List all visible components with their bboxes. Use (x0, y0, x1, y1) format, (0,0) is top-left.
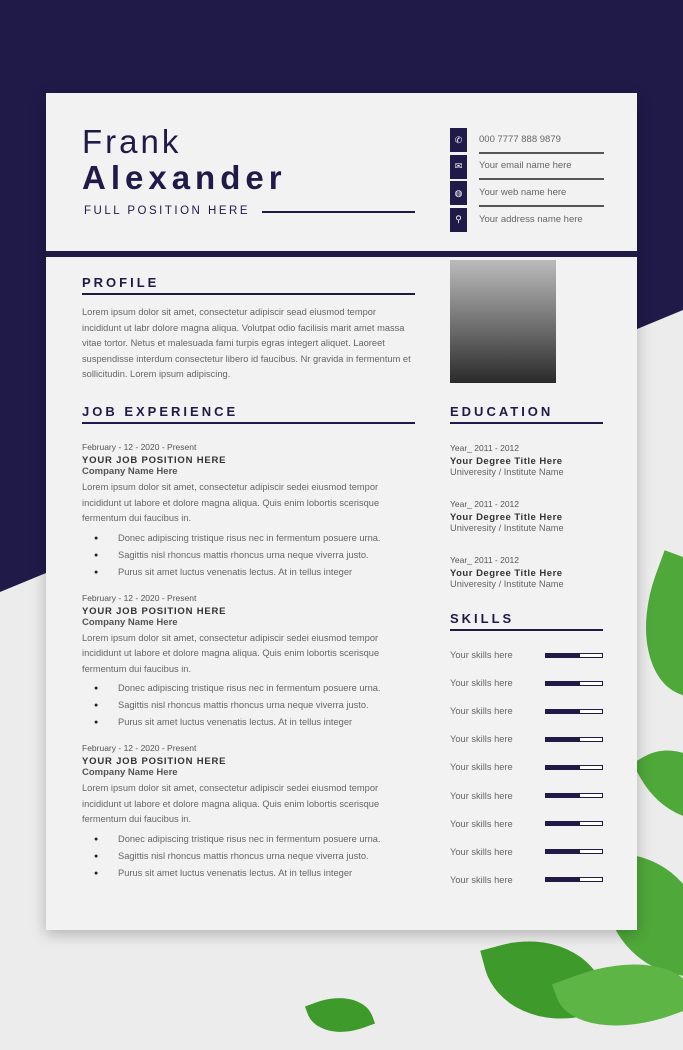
skill-level-bar (545, 849, 603, 854)
skill-item (450, 753, 603, 781)
job-bullet: ● Donec adipiscing tristique risus nec in fermentum posuere urna. (82, 831, 414, 848)
contact-list (450, 127, 604, 233)
institute-name: Univeresity / Institute Name (450, 523, 564, 533)
skill-label: Your skills here (450, 874, 513, 885)
job-title: YOUR JOB POSITION HERE (82, 605, 227, 617)
skill-item (450, 669, 603, 697)
skill-level-bar (545, 821, 603, 826)
contact-text: Your web name here (479, 180, 604, 207)
education-year: Year_ 2011 - 2012 (450, 555, 520, 565)
education-entry (450, 443, 603, 477)
skill-label: Your skills here (450, 734, 513, 745)
skill-level-bar (545, 765, 603, 770)
skill-label: Your skills here (450, 706, 513, 717)
skill-level-bar (545, 681, 603, 686)
job-title: YOUR JOB POSITION HERE (82, 455, 227, 466)
skill-level-bar (545, 709, 603, 714)
last-name: Alexander (82, 159, 287, 196)
skill-level-bar (545, 793, 603, 798)
education-entry (450, 555, 603, 589)
job-bullet: ● Sagittis nisl rhoncus mattis rhoncus urna neque viverra justo. (82, 697, 414, 714)
skill-label: Your skills here (450, 790, 513, 801)
degree-title: Your Degree Title Here (450, 512, 563, 523)
job-bullet: ● Purus sit amet luctus venenatis lectus. At in tellus integer (82, 564, 414, 581)
job-bullet: ● Sagittis nisl rhoncus mattis rhoncus urna neque viverra justo. (82, 848, 414, 865)
job-date: February - 12 - 2020 - Present (82, 592, 197, 603)
company-name: Company Name Here (82, 767, 178, 778)
job-bullet: ● Purus sit amet luctus venenatis lectus. At in tellus integer (82, 714, 414, 731)
resume-page (46, 93, 637, 930)
experience-heading: JOB EXPERIENCE (82, 404, 415, 424)
skill-item (450, 866, 603, 894)
job-entry (82, 743, 414, 882)
education-year: Year_ 2011 - 2012 (450, 499, 520, 509)
education-heading: EDUCATION (450, 404, 603, 424)
location-pin-icon: ⚲ (450, 208, 467, 232)
first-name: Frank (82, 123, 182, 160)
skill-item (450, 810, 603, 838)
skill-item (450, 641, 603, 669)
skill-label: Your skills here (450, 762, 513, 773)
job-bullet: ● Sagittis nisl rhoncus mattis rhoncus urna neque viverra justo. (82, 547, 414, 564)
leaf-decoration (305, 986, 375, 1044)
email-icon: ✉ (450, 155, 467, 179)
institute-name: Univeresity / Institute Name (450, 579, 564, 589)
job-date: February - 12 - 2020 - Present (82, 442, 197, 452)
job-bullet: ● Donec adipiscing tristique risus nec in fermentum posuere urna. (82, 680, 414, 697)
skill-label: Your skills here (450, 678, 513, 689)
phone-icon: ✆ (450, 128, 467, 152)
job-title: YOUR JOB POSITION HERE (82, 756, 227, 767)
company-name: Company Name Here (82, 616, 178, 628)
contact-text: 000 7777 888 9879 (479, 127, 604, 154)
skill-item (450, 697, 603, 725)
contact-item (450, 154, 604, 181)
profile-photo (450, 260, 556, 383)
degree-title: Your Degree Title Here (450, 456, 563, 467)
globe-icon: ◍ (450, 181, 467, 205)
skill-item (450, 725, 603, 753)
contact-item (450, 207, 604, 234)
job-description: Lorem ipsum dolor sit amet, consectetur adipiscir sedei eiusmod tempor incididunt ut labore et dolore magna aliqua. Quis enim lobortis scerisque fermentum dui faucibus in. (82, 632, 380, 674)
position-title: FULL POSITION HERE (84, 205, 250, 217)
skill-item (450, 838, 603, 866)
contact-item (450, 180, 604, 207)
skill-level-bar (545, 653, 603, 658)
company-name: Company Name Here (82, 466, 178, 477)
skill-level-bar (545, 737, 603, 742)
job-description: Lorem ipsum dolor sit amet, consectetur adipiscir sedei eiusmod tempor incididunt ut labore et dolore magna aliqua. Quis enim lobortis scerisque fermentum dui faucibus in. (82, 783, 380, 824)
skills-heading: SKILLS (450, 611, 603, 631)
contact-text: Your email name here (479, 154, 604, 181)
leaf-decoration (632, 729, 683, 842)
header-band (46, 251, 637, 257)
job-entry (82, 593, 414, 732)
skill-label: Your skills here (450, 846, 513, 857)
job-entry (82, 442, 414, 581)
skill-item (450, 781, 603, 809)
contact-text: Your address name here (479, 214, 583, 226)
skill-label: Your skills here (450, 818, 513, 829)
education-entry (450, 499, 603, 533)
profile-heading: PROFILE (82, 275, 415, 295)
skill-level-bar (545, 877, 603, 882)
job-bullet: ● Donec adipiscing tristique risus nec in fermentum posuere urna. (82, 530, 414, 547)
degree-title: Your Degree Title Here (450, 568, 563, 579)
job-bullet: ● Purus sit amet luctus venenatis lectus. At in tellus integer (82, 865, 414, 882)
institute-name: Univeresity / Institute Name (450, 467, 564, 477)
divider (262, 211, 415, 213)
education-year: Year_ 2011 - 2012 (450, 443, 520, 453)
skill-label: Your skills here (450, 650, 513, 661)
contact-item (450, 127, 604, 154)
job-description: Lorem ipsum dolor sit amet, consectetur adipiscir sedei eiusmod tempor incididunt ut labore et dolore magna aliqua. Quis enim lobortis scerisque fermentum dui faucibus in. (82, 482, 380, 523)
job-date: February - 12 - 2020 - Present (82, 743, 197, 753)
profile-text: Lorem ipsum dolor sit amet, consectetur adipiscir sead eiusmod tempor incididunt ut labr dolore magna aliqua. Volutpat odio facilisis marit amet massa vitae tortor. Netus et malesuada fami turpis egras integert aliquet. Laoreet suspendisse interdum consectetur libero id faucibus. Nr gravida in fermentum et sollicitudin. Lorem ipsum adipiscing. (82, 307, 411, 379)
